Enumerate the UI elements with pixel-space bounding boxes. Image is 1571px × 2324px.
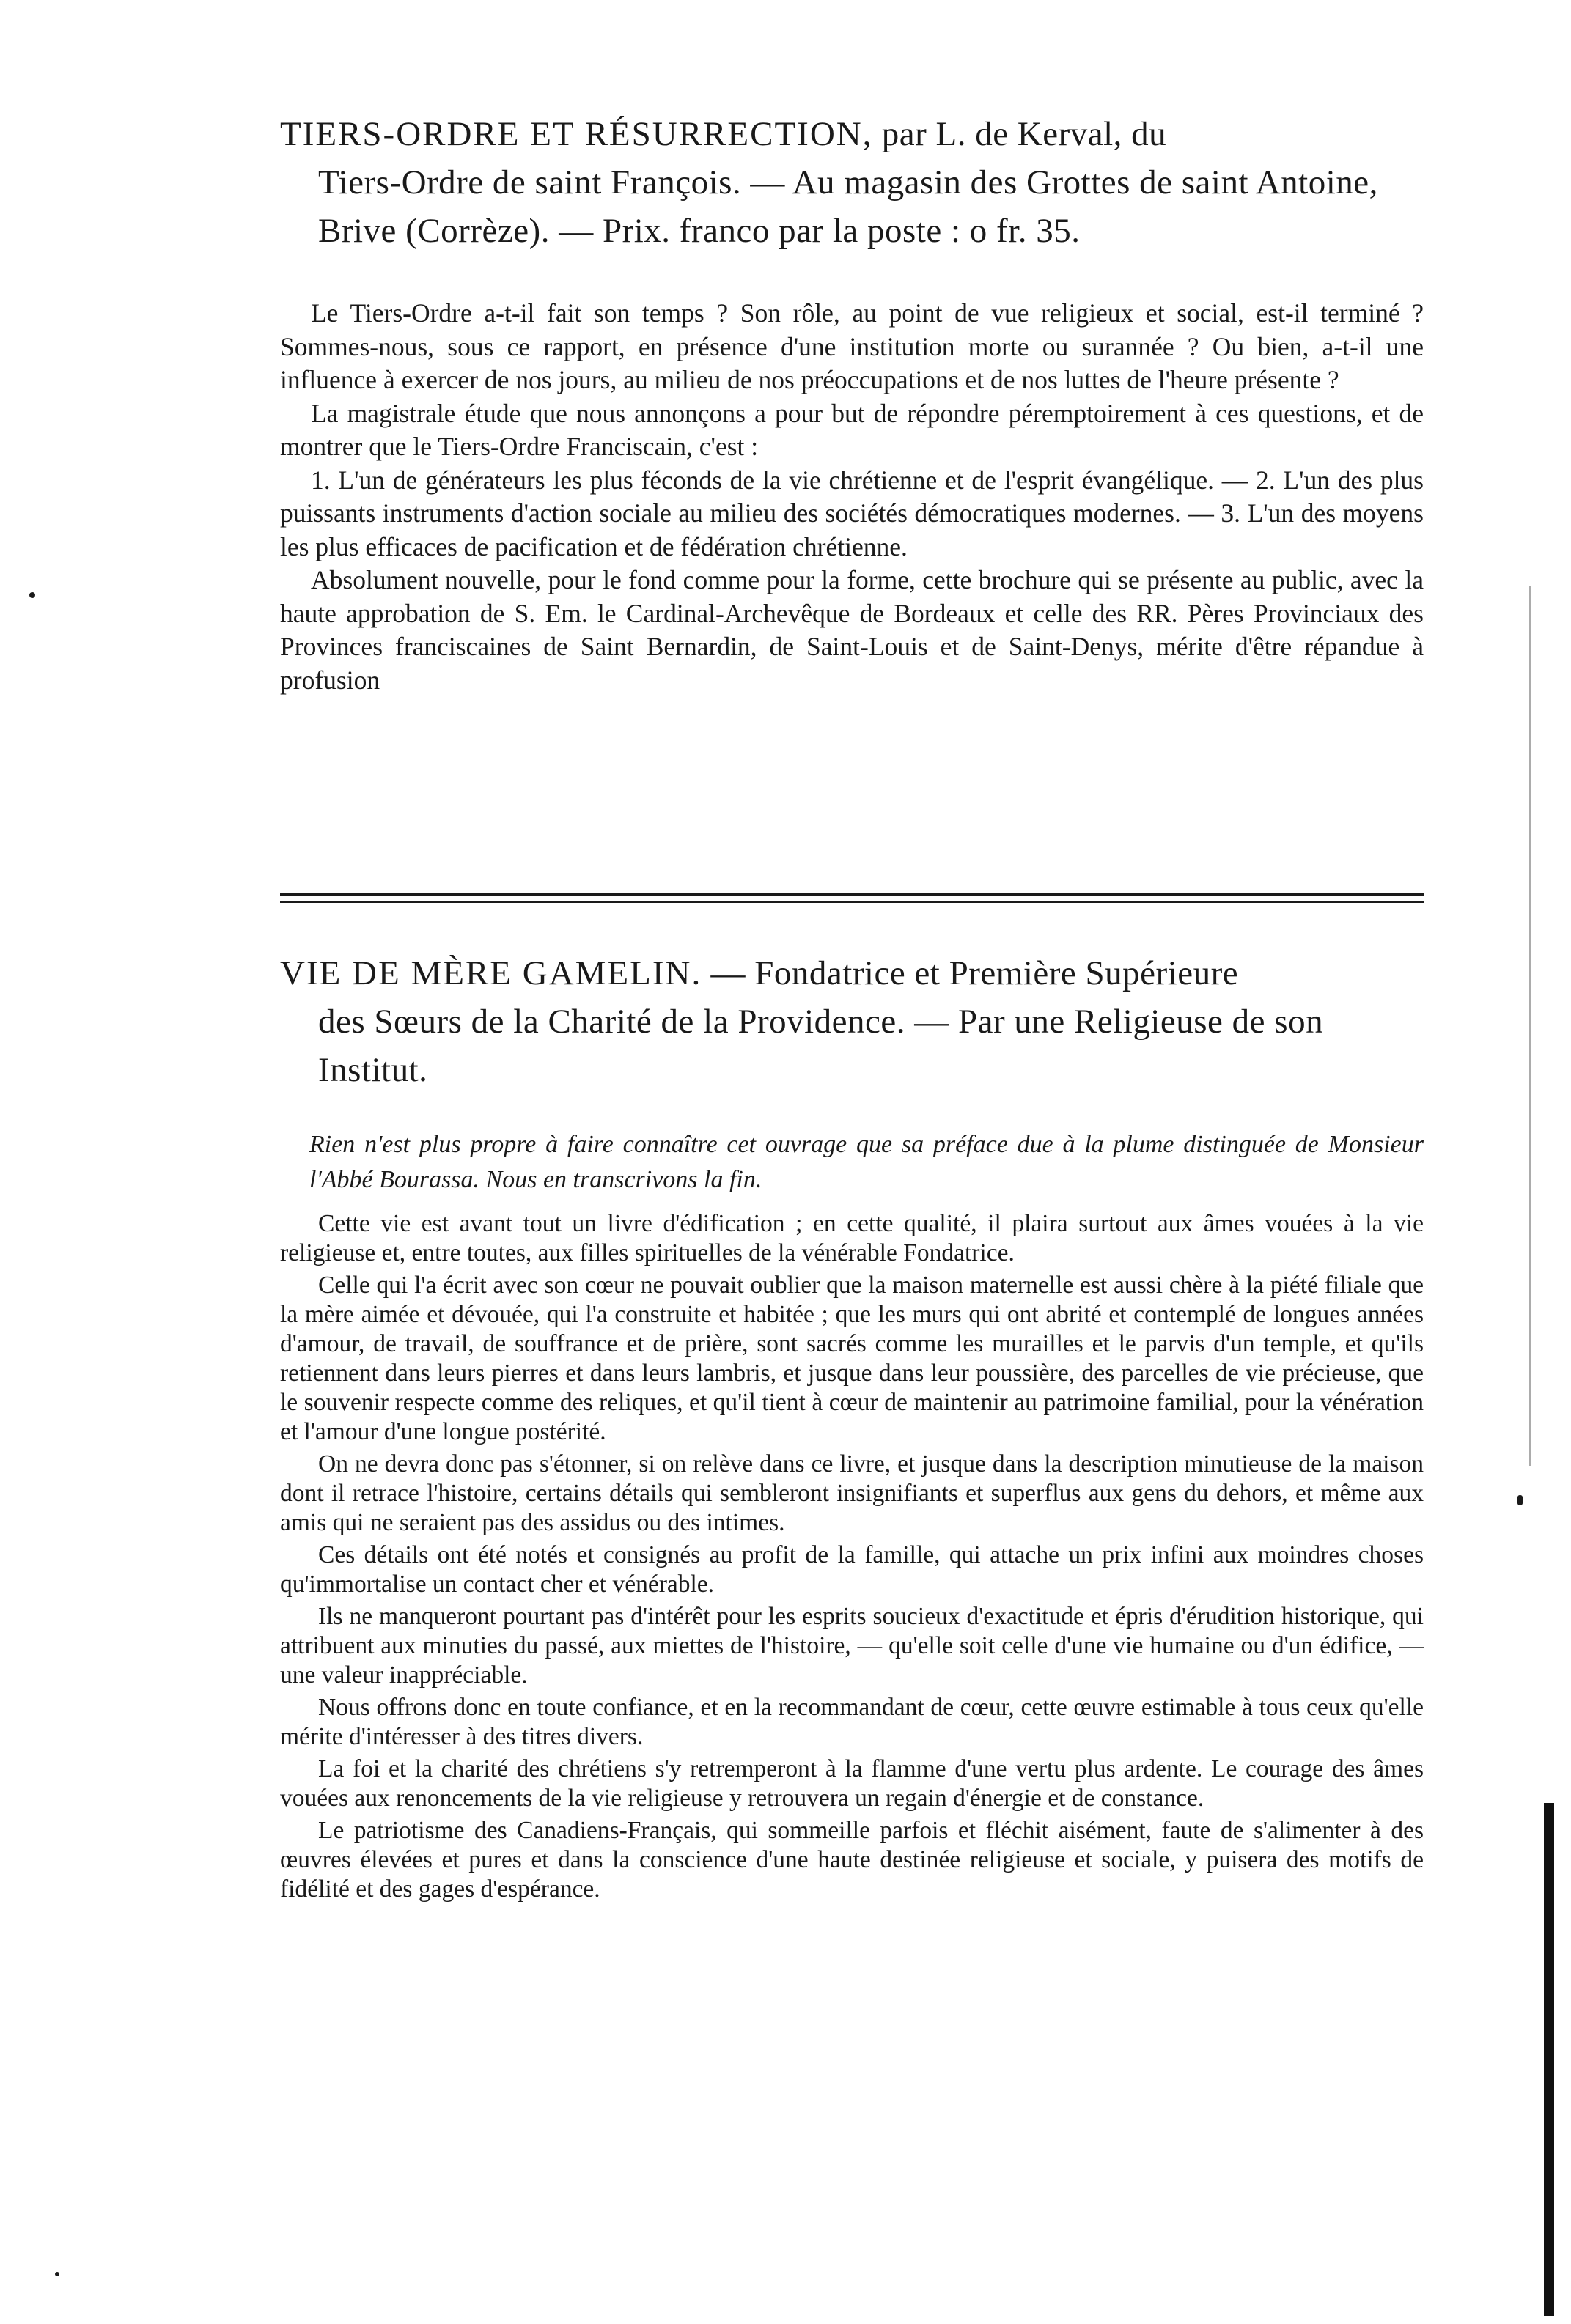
- notice2-byline-cont: des Sœurs de la Charité de la Providence. — Par une Religieuse de son Institut.: [318, 1003, 1324, 1089]
- notice2-byline: — Fondatrice et Première Supérieure: [710, 954, 1239, 992]
- notice1-paragraph: Le Tiers-Ordre a-t-il fait son temps ? Son rôle, au point de vue religieux et social, est-il terminé ? Sommes-nous, sous ce rapport, en présence d'une institution morte ou surannée ? Ou bien, a-t-il une influence à exercer de nos jours, au milieu de nos préoccupations et de nos luttes de l'heure présente ?: [280, 298, 1424, 394]
- page-edge-shadow: [1544, 1803, 1554, 2316]
- margin-mark: [55, 2272, 59, 2276]
- notice2-paragraph: On ne devra donc pas s'étonner, si on relève dans ce livre, et jusque dans la description minutieuse de la maison dont il retrace l'histoire, certains détails qui sembleront insignifiants et superflus aux gens du dehors, et même aux amis qui ne seraient pas des assidus ou des intimes.: [280, 1450, 1424, 1536]
- notice1-body: [280, 297, 1424, 697]
- notice1-byline-cont: Tiers-Ordre de saint François. — Au magasin des Grottes de saint Antoine, Brive (Corrèze). — Prix. franco par la poste : o fr. 35.: [318, 163, 1378, 250]
- notice2-paragraph: Cette vie est avant tout un livre d'édification ; en cette qualité, il plaira surtout aux âmes vouées à la vie religieuse et, entre toutes, aux filles spirituelles de la vénérable Fondatrice.: [280, 1210, 1424, 1266]
- notice2-paragraph: Ils ne manqueront pourtant pas d'intérêt pour les esprits soucieux d'exactitude et épris d'érudition historique, qui attribuent aux minuties du passé, aux miettes de l'histoire, — qu'elle soit celle d'une vie humaine ou d'un édifice, — une valeur inappréciable.: [280, 1603, 1424, 1689]
- notice2-paragraph: La foi et la charité des chrétiens s'y retremperont à la flamme d'une vertu plus ardente. Le courage des âmes vouées aux renoncements de la vie religieuse y retrouvera un regain d'énergie et de constance.: [280, 1755, 1424, 1812]
- notice2-paragraph: Ces détails ont été notés et consignés au profit de la famille, qui attache un prix infini aux moindres choses qu'immortalise un contact cher et vénérable.: [280, 1541, 1424, 1598]
- notice1-paragraph: La magistrale étude que nous annonçons a pour but de répondre péremptoirement à ces questions, et de montrer que le Tiers-Ordre Franciscain, c'est :: [280, 398, 1424, 461]
- margin-mark: [1517, 1495, 1523, 1505]
- page-edge-line: [1529, 586, 1531, 1466]
- margin-mark: [29, 592, 35, 598]
- separator-rule-thin: [280, 901, 1424, 903]
- notice1-paragraph: 1. L'un de générateurs les plus féconds de la vie chrétienne et de l'esprit évangélique. — 2. L'un des plus puissants instruments d'action sociale au milieu des sociétés démocratiques modernes. — 3. L'un des moyens les plus efficaces de pacification et de fédération chrétienne.: [280, 465, 1424, 561]
- notice2-paragraph: Le patriotisme des Canadiens-Français, qui sommeille parfois et fléchit aisément, faute de s'alimenter à des œuvres élevées et pures et dans la conscience d'une haute destinée religieuse et sociale, y puisera des motifs de fidélité et des gages d'espérance.: [280, 1817, 1424, 1903]
- notice2-intro: Rien n'est plus propre à faire connaître cet ouvrage que sa préface due à la plume distinguée de Monsieur l'Abbé Bourassa. Nous en transcrivons la fin.: [309, 1131, 1424, 1193]
- notice2-paragraph: Nous offrons donc en toute confiance, et en la recommandant de cœur, cette œuvre estimable à tous ceux qu'elle mérite d'intéresser à des titres divers.: [280, 1694, 1424, 1750]
- notice2-heading: [280, 949, 1424, 1094]
- notice2-title: VIE DE MÈRE GAMELIN.: [280, 954, 702, 992]
- notice2-paragraph: Celle qui l'a écrit avec son cœur ne pouvait oublier que la maison maternelle est aussi chère à la piété filiale que la mère aimée et dévouée, qui l'a construite et habitée ; que les murs qui ont abrité et contemplé de longues années d'amour, de travail, de souffrance et de prière, sont sacrés comme les murailles et le parvis d'un temple, et qu'ils retiennent dans leurs pierres et dans leurs lambris, et jusque dans leur poussière, des parcelles de vie précieuse, que le souvenir respecte comme des reliques, et qu'il tient à cœur de maintenir au patrimoine familial, pour la vénération et l'amour d'une longue postérité.: [280, 1272, 1424, 1445]
- notice1-paragraph: Absolument nouvelle, pour le fond comme pour la forme, cette brochure qui se présente au public, avec la haute approbation de S. Em. le Cardinal-Archevêque de Bordeaux et celle des RR. Pères Provinciaux des Provinces franciscaines de Saint Bernardin, de Saint-Louis et de Saint-Denys, mérite d'être répandue à profusion: [280, 565, 1424, 695]
- notice1-byline: par L. de Kerval, du: [881, 115, 1167, 153]
- notice2-body: [280, 1209, 1424, 1904]
- separator-rule-thick: [280, 893, 1424, 896]
- notice1-heading: [280, 110, 1424, 255]
- notice1-title: TIERS-ORDRE ET RÉSURRECTION,: [280, 115, 873, 153]
